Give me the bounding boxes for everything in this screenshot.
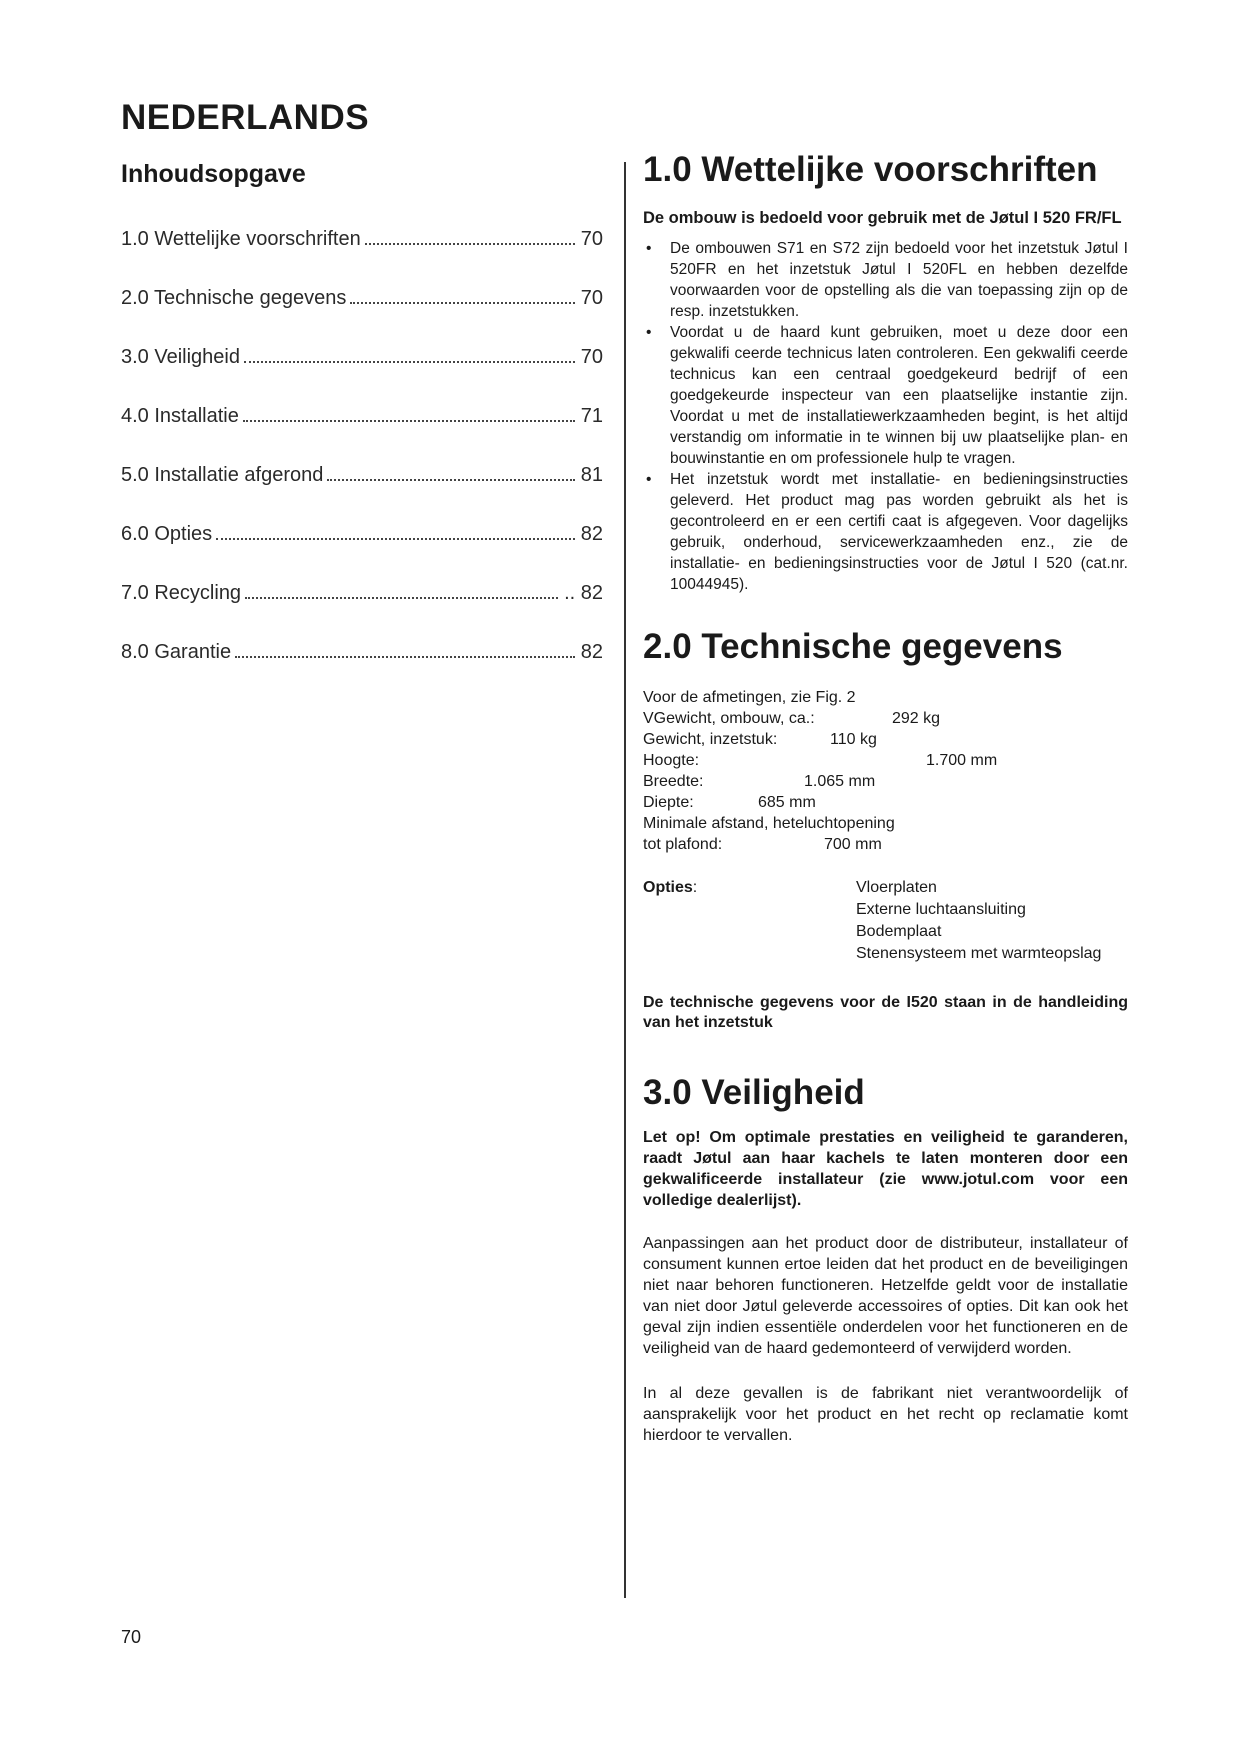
- toc-entry-page: .. 82: [564, 582, 603, 604]
- language-heading: NEDERLANDS: [121, 98, 370, 137]
- section-3-title: 3.0 Veiligheid: [643, 1073, 865, 1112]
- toc-entry-page: 71: [580, 405, 603, 427]
- toc-entry: [121, 523, 603, 582]
- spec-row: [643, 750, 1128, 771]
- toc-entry: [121, 582, 603, 641]
- technical-data-block: [643, 687, 1128, 855]
- toc-entry-label: 5.0 Installatie afgerond: [121, 464, 324, 486]
- technical-note: De technische gegevens voor de I520 staan in de handleiding van het inzetstuk: [643, 994, 1128, 1031]
- spec-value: 110 kg: [830, 731, 877, 748]
- spec-label: Gewicht, inzetstuk:: [643, 731, 778, 748]
- table-of-contents: [121, 228, 603, 700]
- toc-entry: [121, 464, 603, 523]
- toc-leader-dots: [327, 479, 574, 481]
- toc-entry: [121, 228, 603, 287]
- toc-leader-dots: [235, 656, 575, 658]
- toc-entry-label: 6.0 Opties: [121, 523, 213, 545]
- toc-leader-dots: [216, 538, 575, 540]
- toc-leader-dots: [245, 597, 558, 599]
- toc-leader-dots: [365, 243, 575, 245]
- content-column: [643, 150, 1128, 1446]
- toc-entry-page: 82: [580, 523, 603, 545]
- toc-entry-label: 1.0 Wettelijke voorschriften: [121, 228, 361, 250]
- toc-entry-label: 8.0 Garantie: [121, 641, 232, 663]
- spec-label: Breedte:: [643, 773, 704, 790]
- spec-label: VGewicht, ombouw, ca.:: [643, 710, 815, 727]
- section-1-bullet-list: [643, 238, 1128, 595]
- safety-warning: Let op! Om optimale prestaties en veiligheid te garanderen, raadt Jøtul aan haar kachels te laten monteren door een gekwalificeerde installateur (zie www.jotul.com voor een volledige dealerlijst).: [643, 1129, 1128, 1209]
- toc-leader-dots: [244, 361, 575, 363]
- option-item: Externe luchtaansluiting: [856, 901, 1026, 918]
- section-2-title: 2.0 Technische gegevens: [643, 627, 1063, 666]
- option-item: Bodemplaat: [856, 923, 942, 940]
- spec-value: 700 mm: [824, 836, 882, 853]
- figure-reference: Voor de afmetingen, zie Fig. 2: [643, 689, 856, 706]
- spec-row: [643, 708, 1128, 729]
- spec-value: 1.700 mm: [926, 752, 998, 769]
- toc-entry: [121, 405, 603, 464]
- section-1-title: 1.0 Wettelijke voorschriften: [643, 150, 1098, 189]
- toc-entry: [121, 346, 603, 405]
- spec-row: [643, 792, 1128, 813]
- bullet-item: • De ombouwen S71 en S72 zijn bedoeld voor het inzetstuk Jøtul I 520FR en het inzetstuk Jøtul I 520FL en hebben dezelfde voorwaarden voor de opstelling als die van toepassing zijn op de resp. inzetstukken.: [643, 238, 1128, 322]
- toc-entry-page: 70: [580, 346, 603, 368]
- toc-entry-page: 70: [580, 228, 603, 250]
- toc-entry-label: 7.0 Recycling: [121, 582, 242, 604]
- options-label-text: Opties: [643, 879, 693, 896]
- options-list: [856, 877, 1101, 965]
- bullet-item: • Het inzetstuk wordt met installatie- en bedieningsinstructies geleverd. Het product mag pas worden gebruikt als het is gecontroleerd en er een certifi caat is afgegeven. Voor dagelijks gebruik, onderhoud, servicewerkzaamheden enz., zie de installatie- en bedieningsinstructies voor de Jøtul I 520 (cat.nr. 10044945).: [643, 469, 1128, 595]
- toc-entry-page: 82: [580, 641, 603, 663]
- spec-row: [643, 729, 1128, 750]
- spec-value: 292 kg: [892, 710, 941, 727]
- safety-paragraph-1: Aanpassingen aan het product door de distributeur, installateur of consument kunnen ertoe leiden dat het product en de beveiligingen niet naar behoren functioneren. Hetzelfde geldt voor de installatie van niet door Jøtul geleverde accessoires of opties. Dit kan ook het geval zijn indien essentiële onderdelen voor het functioneren en de veiligheid van de haard gedemonteerd of verwijderd worden.: [643, 1235, 1128, 1357]
- spec-label: tot plafond:: [643, 836, 723, 853]
- section-1-subtitle: De ombouw is bedoeld voor gebruik met de Jøtul I 520 FR/FL: [643, 209, 1122, 227]
- toc-entry: [121, 641, 603, 700]
- spec-label: Diepte:: [643, 794, 694, 811]
- toc-leader-dots: [350, 302, 574, 304]
- toc-entry-label: 4.0 Installatie: [121, 405, 239, 427]
- spec-row: [643, 834, 1128, 855]
- page-number: 70: [121, 1627, 142, 1647]
- spec-label: Hoogte:: [643, 752, 700, 769]
- toc-title: Inhoudsopgave: [121, 160, 306, 188]
- toc-leader-dots: [243, 420, 575, 422]
- toc-entry-page: 70: [580, 287, 603, 309]
- toc-entry: [121, 287, 603, 346]
- toc-entry-label: 3.0 Veiligheid: [121, 346, 240, 368]
- safety-paragraph-2: In al deze gevallen is de fabrikant niet verantwoordelijk of aansprakelijk voor het product en het recht op reclamatie komt hierdoor te vervallen.: [643, 1385, 1128, 1444]
- bullet-item: • Voordat u de haard kunt gebruiken, moet u deze door een gekwalifi ceerde technicus laten controleren. Een gekwalifi ceerde technicus kan een centraal goedgekeurd bedrijf of een goedgekeurde inspecteur van een plaatselijke instantie zijn. Voordat u met de installatiewerkzaamheden begint, is het altijd verstandig om informatie in te winnen bij uw plaatselijke plan- en bouwinstantie en om professionele hulp te vragen.: [643, 322, 1128, 469]
- spec-value: 1.065 mm: [804, 773, 876, 790]
- options-block: [643, 877, 1128, 965]
- option-item: Vloerplaten: [856, 879, 937, 896]
- spec-label: Minimale afstand, heteluchtopening: [643, 815, 895, 832]
- toc-entry-page: 81: [580, 464, 603, 486]
- option-item: Stenensysteem met warmteopslag: [856, 945, 1102, 962]
- options-label-colon: :: [692, 879, 698, 896]
- spec-value: 685 mm: [758, 794, 816, 811]
- toc-entry-label: 2.0 Technische gegevens: [121, 287, 347, 309]
- spec-row: [643, 813, 1128, 834]
- column-divider: [624, 162, 626, 1598]
- options-label: [643, 877, 856, 965]
- spec-row: [643, 771, 1128, 792]
